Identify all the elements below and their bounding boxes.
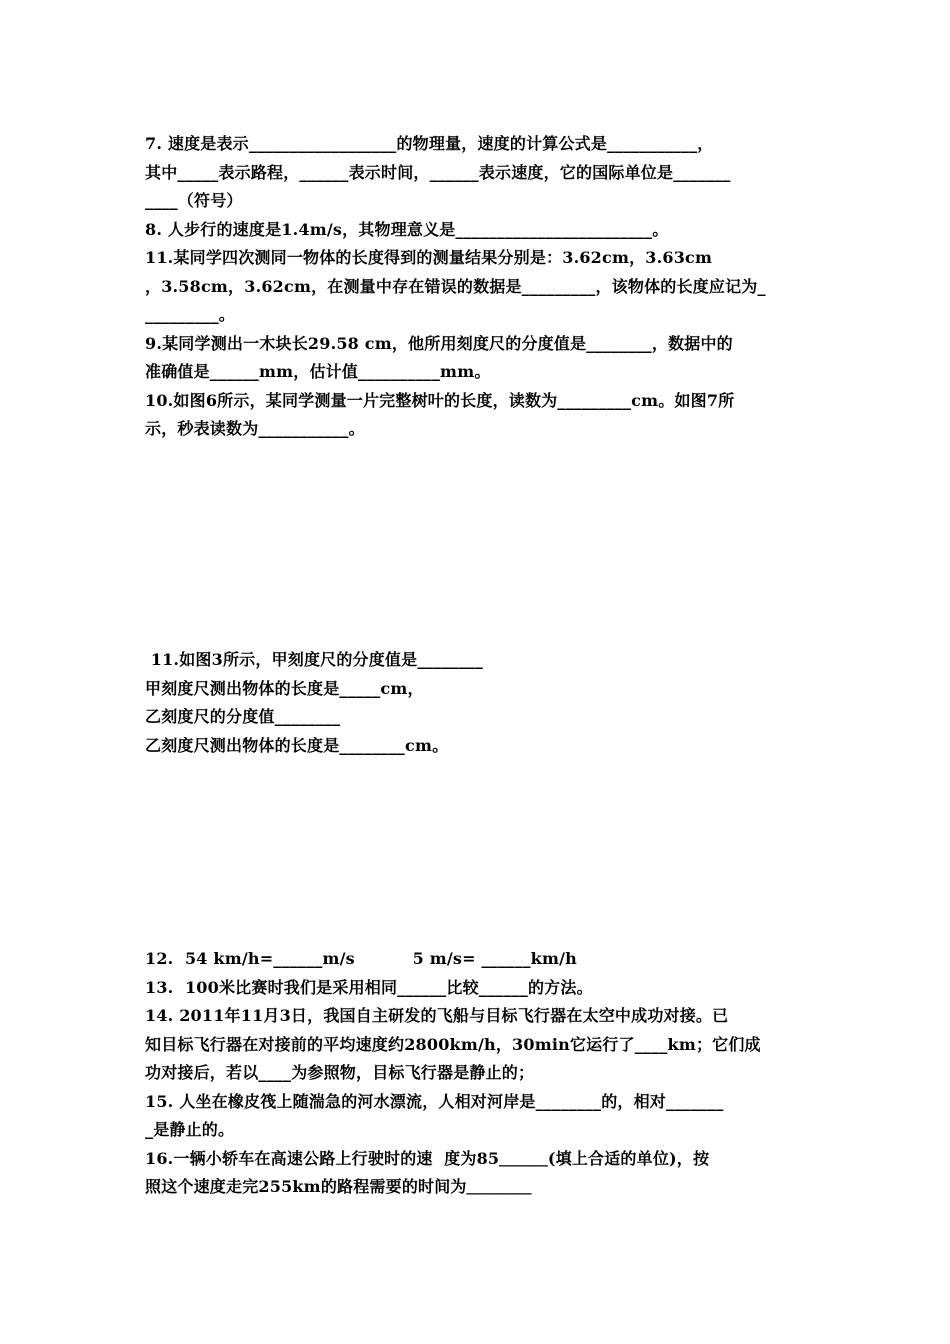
question-16-line-2: 照这个速度走完255km的路程需要的时间为＿＿＿＿: [145, 1177, 532, 1196]
question-15-line-1: 15. 人坐在橡皮筏上随湍急的河水漂流，人相对河岸是________的，相对_______: [145, 1091, 724, 1111]
question-11b-line-4: 乙刻度尺测出物体的长度是________cm。: [145, 735, 449, 755]
question-11b-line-3: 乙刻度尺的分度值________: [145, 707, 341, 726]
question-7-line-3: ____（符号）: [145, 191, 243, 210]
questions-section-3: [145, 945, 815, 1202]
question-10-line-1: 10.如图6所示，某同学测量一片完整树叶的长度，读数为_________cm。如图7所: [145, 390, 735, 410]
question-14-line-1: 14. 2011年11月3日，我国自主研发的飞船与目标飞行器在太空中成功对接。已: [145, 1006, 729, 1025]
question-7-line-1: 7. 速度是表示__________________的物理量，速度的计算公式是___________，: [145, 134, 714, 153]
question-13-line-1: 13. 100米比赛时我们是采用相同______比较______的方法。: [145, 977, 593, 997]
question-16-line-1: 16.一辆小轿车在高速公路上行驶时的速 度为85＿＿＿(填上合适的单位)，按: [145, 1148, 710, 1168]
question-8-line-1: 8. 人步行的速度是1.4m/s，其物理意义是________________________。: [145, 219, 669, 239]
question-11-line-1: 11.某同学四次测同一物体的长度得到的测量结果分别是：3.62cm，3.63cm: [145, 248, 713, 267]
question-9-line-2: 准确值是______mm，估计值__________mm。: [145, 362, 491, 381]
questions-section-2: [145, 646, 815, 760]
question-11-line-2: ，3.58cm，3.62cm，在测量中存在错误的数据是_________，该物体的长度应记为_: [145, 276, 766, 296]
question-11-line-3: _________。: [145, 305, 235, 324]
question-14-line-2: 知目标飞行器在对接前的平均速度约2800km/h，30min它运行了____km；它们成: [145, 1034, 761, 1054]
question-15-line-2: _是静止的。: [145, 1120, 235, 1139]
question-11b-line-1: 11.如图3所示，甲刻度尺的分度值是________: [145, 650, 483, 669]
question-9-line-1: 9.某同学测出一木块长29.58 cm，他所用刻度尺的分度值是________，数据中的: [145, 333, 733, 353]
questions-section-1: [145, 130, 815, 444]
question-14-line-3: 功对接后，若以____为参照物，目标飞行器是静止的；: [145, 1063, 535, 1082]
question-11b-line-2: 甲刻度尺测出物体的长度是_____cm，: [145, 678, 424, 698]
question-10-line-2: 示，秒表读数为___________。: [145, 419, 365, 438]
question-7-line-2: 其中_____表示路程，______表示时间，______表示速度，它的国际单位是_______: [145, 162, 731, 182]
question-12-line-1: 12. 54 km/h=______m/s 5 m/s= ______km/h: [145, 949, 577, 968]
